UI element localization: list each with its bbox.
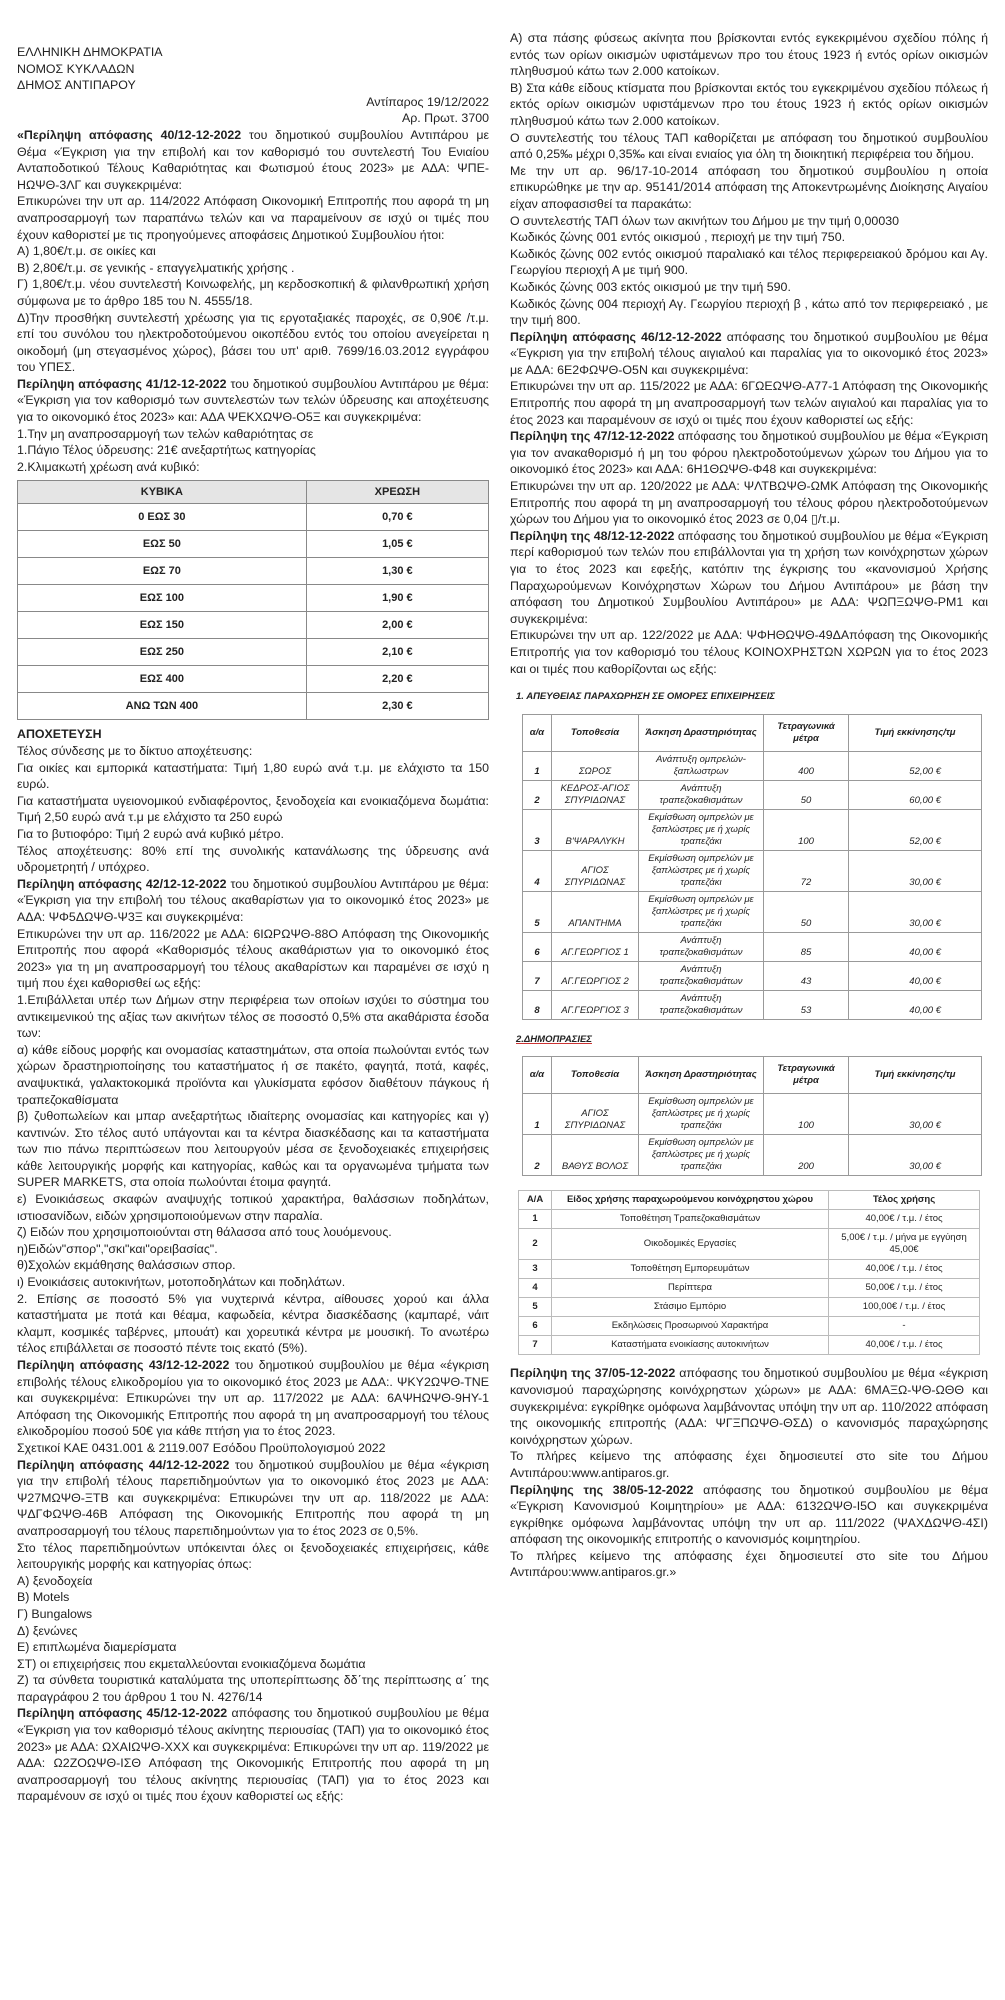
document-date: Αντίπαρος 19/12/2022 <box>366 94 489 109</box>
list-item: Επικυρώνει την υπ αρ. 116/2022 με ΑΔΑ: 6ΙΩΡΩΨΘ-88Ο Απόφαση της Οικονομικής Επιτροπής που αφορά «Καθορισμός τέλους ακαθάριστων για το οικονομικό έτος 2023» για τη μη αναπροσαρμογή του τέλους ακαθαρίστων και παραμένει σε ισχύ η τιμή που έχει καθορισθεί ως εξής: <box>17 926 489 991</box>
list-item: α) κάθε είδους μορφής και ονομασίας καταστημάτων, στα οποία πωλούνται εντός των χώρων δραστηριοποίησης του καταστήματος ή σε πακέτο, φαγητά, ποτά, καφές, αναψυκτικά, γαλακτοκομικά προϊόντα και γλυκίσματα εφόσον διαθέτουν πάγκους ή τραπεζοκαθίσματα <box>17 1042 489 1107</box>
decision-title: Περίληψη απόφασης 43/12-12-2022 <box>17 1358 230 1372</box>
decision-title: Περίληψη της 47/12-12-2022 <box>510 429 675 444</box>
section-heading: ΑΠΟΧΕΤΕΥΣΗ <box>17 727 102 742</box>
list-item: Δ)Την προσθήκη συντελεστή χρέωσης για τις εργοταξιακές παροχές, σε 0,90€ /τ.μ. επί του συνόλου του ηλεκτροδοτούμενου οικοπέδου εντός του οποίου ανεγείρεται η οικοδομή (μη στεγασμένος χώρος), βάσει του υπ' αριθ. 7699/16.03.2012 εγγράφου του ΥΠΕΣ. <box>17 310 489 375</box>
table-row: ΕΩΣ 400 2,20 € <box>18 666 489 693</box>
list-item: 1.Επιβάλλεται υπέρ των Δήμων στην περιφέρεια των οποίων ισχύει το σύστημα του αντικειμενικού της αξίας των ακινήτων τέλος σε ποσοστό 0,5% στα ακαθάριστα έσοδα των: <box>17 992 489 1041</box>
list-item: Για το βυτιοφόρο: Τιμή 2 ευρώ ανά κυβικό μέτρο. <box>17 827 284 841</box>
list-item: Β) Motels <box>17 1590 70 1605</box>
list-item: Κωδικός ζώνης 003 εκτός οικισμού με την τιμή 590. <box>510 279 791 294</box>
list-item: Α) 1,80€/τ.μ. σε οικίες και <box>17 244 156 259</box>
decision-title: Περίληψη της 48/12-12-2022 <box>510 528 675 543</box>
decision-title: Περίληψη απόφασης 41/12-12-2022 <box>17 376 227 391</box>
direct-concession-table: α/α Τοποθεσία Άσκηση Δραστηριότητας Τετραγωνικά μέτρα Τιμή εκκίνησης/τμ 1 ΣΩΡΟΣ Ανάπτυξη ομπρελών-ξαπλωστρων 400 52,00 € 2 ΚΕΔΡΟΣ-ΑΓΙΟΣ ΣΠΥΡΙΔΩΝΑΣ Ανάπτυξη τραπεζοκαθισμάτων 50 60,00 € 3 Β'ΨΑΡΑΛΥΚΗ Εκμίσθωση ομπρελών με ξαπλώστρες με ή χωρίς τραπεζάκι 100 52,00 € 4 ΑΓΙΟΣ ΣΠΥΡΙΔΩΝΑΣ Εκμίσθωση ομπρελών με ξαπλώστρες με ή χωρίς τραπεζάκι 72 30,00 € 5 ΑΠΑΝΤΗΜΑ Εκμίσθωση ομπρελών με ξαπλώστρες με ή χωρίς τραπεζάκι 50 30,00 € 6 ΑΓ.ΓΕΩΡΓΙΟΣ 1 Ανάπτυξη τραπεζοκαθισμάτων 85 40,00 € 7 ΑΓ.ΓΕΩΡΓΙΟΣ 2 Ανάπτυξη τραπεζοκαθισμάτων 43 40,00 € 8 ΑΓ.ΓΕΩΡΓΙΟΣ 3 Ανάπτυξη τραπεζοκαθισμάτων 53 40,00 € <box>522 714 982 1020</box>
list-item: Για καταστήματα υγειονομικού ενδιαφέροντος, ξενοδοχεία και ενοικιαζόμενα δωμάτια: Τιμή 2,50 ευρώ ανά τ.μ με ελάχιστο τα 250 ευρώ <box>17 793 489 825</box>
paragraph: Το πλήρες κείμενο της απόφασης έχει δημοσιευτεί στο site του Δήμου Αντιπάρου:www.antiparos.gr. <box>510 1449 988 1480</box>
header-line: ΕΛΛΗΝΙΚΗ ΔΗΜΟΚΡΑΤΙΑ <box>17 45 163 59</box>
decision-45: Περίληψη απόφασης 45/12-12-2022 απόφασης του δημοτικού συμβουλίου με θέμα «Έγκριση για τον καθορισμό τέλους ακίνητης περιουσίας (ΤΑΠ) για το οικονομικό έτος 2023» με ΑΔΑ: ΩΧΑΙΩΨΘ-ΧΧΧ και συγκεκριμένα: Επικυρώνει την υπ αρ. 119/2022 με ΑΔΑ: Ω2ΖΟΩΨΘ-ΙΣΘ Απόφαση της Οικονομικής Επιτροπής που αφορά τη μη αναπροσαρμογή του τέλους ακίνητης περιουσίας (ΤΑΠ) για το έτος 2023 και παραμένουν σε ισχύ οι τιμές που έχουν καθοριστεί ως εξής: <box>17 1706 489 1804</box>
list-item: Τέλος αποχέτευσης: 80% επί της συνολικής κατανάλωσης της ύδρευσης ανά υδρομετρητή / υπόχρεο. <box>17 843 489 875</box>
table-row: 6 ΑΓ.ΓΕΩΡΓΙΟΣ 1 Ανάπτυξη τραπεζοκαθισμάτων 85 40,00 € <box>523 932 982 961</box>
list-item: ΣΤ) οι επιχειρήσεις που εκμεταλλεύονται ενοικιαζόμενα δωμάτια <box>17 1656 366 1671</box>
table-row: 1 ΣΩΡΟΣ Ανάπτυξη ομπρελών-ξαπλωστρων 400 52,00 € <box>523 751 982 780</box>
paragraph: Σχετικοί ΚΑΕ 0431.001 & 2119.007 Εσόδου Προϋπολογισμού 2022 <box>17 1440 386 1455</box>
list-item: 1.Την μη αναπροσαρμογή των τελών καθαριότητας σε <box>17 426 314 441</box>
list-item: Γ) 1,80€/τ.μ. νέου συντελεστή Κοινωφελής, μη κερδοσκοπική & φιλανθρωπική χρήση σύμφωνα με το άρθρο 185 του Ν. 4555/18. <box>17 277 489 308</box>
list-item: Ζ) τα σύνθετα τουριστικά καταλύματα της υποπερίπτωσης δδ΄της περίπτωσης α΄ της παραγράφου 2 του άρθρου 1 του Ν. 4276/14 <box>17 1673 489 1704</box>
list-item: Κωδικός ζώνης 002 εντός οικισμού παραλιακό και τέλος περιφερειακού δρόμου και Αγ. Γεωργίου περιοχή Α με τιμή 900. <box>510 246 988 278</box>
list-item: 1.Πάγιο Τέλος ύδρευσης: 21€ ανεξαρτήτως κατηγορίας <box>17 443 316 458</box>
paragraph: Επικυρώνει την υπ αρ. 114/2022 Απόφαση Οικονομική Επιτροπής που αφορά τη μη αναπροσαρμογή των παραπάνω τελών και να παραμείνουν σε ισχύ οι τιμές που έχουν καθοριστεί με τις προηγούμενες αποφάσεις Δημοτικού Συμβουλίου ήτοι: <box>17 194 489 242</box>
table-row: 8 ΑΓ.ΓΕΩΡΓΙΟΣ 3 Ανάπτυξη τραπεζοκαθισμάτων 53 40,00 € <box>523 990 982 1019</box>
table-row: ΕΩΣ 150 2,00 € <box>18 612 489 639</box>
list-item: Για οικίες και εμπορικά καταστήματα: Τιμή 1,80 ευρώ ανά τ.μ. με ελάχιστο τα 150 ευρώ. <box>17 760 489 792</box>
table-row: 3 Τοποθέτηση Εμπορευμάτων 40,00€ / τ.μ. / έτος <box>519 1260 980 1279</box>
auction-table: α/α Τοποθεσία Άσκηση Δραστηριότητας Τετραγωνικά μέτρα Τιμή εκκίνησης/τμ 1 ΑΓΙΟΣ ΣΠΥΡΙΔΩΝΑΣ Εκμίσθωση ομπρελών με ξαπλώστρες με ή χωρίς τραπεζάκι 100 30,00 € 2 ΒΑΘΥΣ ΒΟΛΟΣ Εκμίσθωση ομπρελών με ξαπλώστρες με ή χωρίς τραπεζάκι 200 30,00 € <box>522 1056 982 1176</box>
decision-38: Περίληψης της 38/05-12-2022 απόφασης του δημοτικού συμβουλίου με θέμα «Έγκριση Κανονισμού Κοιμητηρίου» με ΑΔΑ: 6132ΩΨΘ-Ι5Ο και συγκεκριμένα εγκρίθηκε ομόφωνα λαμβάνοντας υπόψη την υπ αρ. 111/2022 (ΨΑΧΔΩΨΘ-4ΣΙ) απόφαση της οικονομικής επιτροπής ο κανονισμός κοιμητηρίου. <box>510 1482 988 1547</box>
table-row: 4 ΑΓΙΟΣ ΣΠΥΡΙΔΩΝΑΣ Εκμίσθωση ομπρελών με ξαπλώστρες με ή χωρίς τραπεζάκι 72 30,00 € <box>523 850 982 891</box>
list-item: θ)Σχολών εκμάθησης θαλάσσιων σπορ. <box>17 1258 236 1273</box>
decision-48: Περίληψη της 48/12-12-2022 απόφασης του δημοτικού συμβουλίου με θέμα «Έγκριση περί καθορισμού των τελών που επιβάλλονται για τη χρήση των κοινόχρηστων χώρων για το έτος 2023 και εφεξής, κατόπιν της έγκρισης του «κανονισμού Χρήσης Παραχωρούμενων Κοινόχρηστων Χώρων του Δήμου Αντιπάρου» με βάση την απόφαση του Δημοτικού Συμβουλίου Αντιπάρου» με ΑΔΑ: ΨΩΠΞΩΨΘ-ΡΜ1 και συγκεκριμένα: <box>510 528 988 626</box>
paragraph: Επικυρώνει την υπ αρ. 115/2022 με ΑΔΑ: 6ΓΩΕΩΨΘ-Α77-1 Απόφαση της Οικονομικής Επιτροπής που αφορά τη μη αναπροσαρμογή των τελών αιγιαλού και παραλίας για το έτος 2023 και παραμένουν σε ισχύ οι τιμές που έχουν καθοριστεί ως εξής: <box>510 379 988 427</box>
paragraph: Το πλήρες κείμενο της απόφασης έχει δημοσιευτεί στο site του Δήμου Αντιπάρου:www.antiparos.gr.» <box>510 1548 988 1580</box>
decision-title: Περίληψη της 37/05-12-2022 <box>510 1366 676 1381</box>
decision-42: Περίληψη απόφασης 42/12-12-2022 του δημοτικού συμβουλίου Αντιπάρου με θέμα: «Έγκριση για την επιβολή του τέλους ακαθαρίστων για το οικονομικό έτος 2023» με ΑΔΑ: ΨΦ5ΔΩΨΘ-Ψ3Ξ και συγκεκριμένα: <box>17 876 489 924</box>
paragraph: Επικυρώνει την υπ αρ. 120/2022 με ΑΔΑ: ΨΛΤΒΩΨΘ-ΩΜΚ Απόφαση της Οικονομικής Επιτροπής που αφορά τη μη αναπροσαρμογή του τέλους φόρου ηλεκτροδοτούμενων χώρων του Δήμου για το οικονομικό έτος 2023 σε 0,04 ▯/τ.μ. <box>510 479 988 527</box>
list-item: Α) στα πάσης φύσεως ακίνητα που βρίσκονται εντός εγκεκριμένου σχεδίου πόλης ή εντός των ορίων οικισμών υφιστάμενων προ του έτους 1923 ή εντός ορίων οικισμών πληθυσμού κάτω των 2.000 κατοίκων. <box>510 31 988 79</box>
document-header <box>17 44 489 127</box>
paragraph: Επικυρώνει την υπ αρ. 122/2022 με ΑΔΑ: ΨΦΗΘΩΨΘ-49ΔΑπόφαση της Οικονομικής Επιτροπής για τον καθορισμό του τέλους ΚΟΙΝΟΧΡΗΣΤΩΝ ΧΩΡΩΝ για το έτος 2023 και οι τιμές που καθορίζονται ως εξής: <box>510 628 988 676</box>
decision-43: Περίληψη απόφασης 43/12-12-2022 του δημοτικού συμβουλίου με θέμα «έγκριση επιβολής τέλους ελικοδρομίου για το οικονομικό έτος 2023 με ΑΔΑ:. ΨΚΥ2ΩΨΘ-ΤΝΕ και συγκεκριμένα: Επικυρώνει την υπ αρ. 117/2022 με ΑΔΑ: 6ΑΨΗΩΨΘ-9ΗΥ-1 Απόφαση της Οικονομικής Επιτροπής που αφορά τη μη αναπροσαρμογή του τέλους ελικοδρομίου ποσού 50€ για κάθε πτήση για το έτος 2023. <box>17 1358 489 1439</box>
list-item: Ε) επιπλωμένα διαμερίσματα <box>17 1640 177 1655</box>
right-column <box>510 30 988 1581</box>
decision-title: Περίληψη απόφασης 42/12-12-2022 <box>17 876 227 891</box>
table-row: 5 Στάσιμο Εμπόριο 100,00€ / τ.μ. / έτος <box>519 1298 980 1317</box>
table-row: 7 Καταστήματα ενοικίασης αυτοκινήτων 40,00€ / τ.μ. / έτος <box>519 1336 980 1355</box>
common-space-fee-table: Α/Α Είδος χρήσης παραχωρούμενου κοινόχρηστου χώρου Τέλος χρήσης 1 Τοποθέτηση Τραπεζοκαθισμάτων 40,00€ / τ.μ. / έτος 2 Οικοδομικές Εργασίες 5,00€ / τ.μ. / μήνα με εγγύηση 45,00€ 3 Τοποθέτηση Εμπορευμάτων 40,00€ / τ.μ. / έτος 4 Περίπτερα 50,00€ / τ.μ. / έτος 5 Στάσιμο Εμπόριο 100,00€ / τ.μ. / έτος 6 Εκδηλώσεις Προσωρινού Χαρακτήρα - 7 Καταστήματα ενοικίασης αυτοκινήτων 40,00€ / τ.μ. / έτος <box>518 1190 980 1355</box>
decision-44: Περίληψη απόφασης 44/12-12-2022 του δημοτικού συμβουλίου με θέμα «έγκριση για την επιβολή τέλους παρεπιδημούντων για το οικονομικό έτος 2023 με ΑΔΑ: Ψ27ΜΩΨΘ-ΞΤΒ και συγκεκριμένα: Επικυρώνει την υπ αρ. 118/2022 με ΑΔΑ: ΨΔΓΦΩΨΘ-46Β Απόφαση της Οικονομικής Επιτροπής που αφορά τη μη αναπροσαρμογή του τέλους παρεπιδημούντων για το έτος 2023 σε 0,5%. <box>17 1457 489 1538</box>
list-item: Στο τέλος παρεπιδημούντων υπόκεινται όλες οι ξενοδοχειακές επιχειρήσεις, κάθε λειτουργικής μορφής και κατηγορίας όπως: <box>17 1540 489 1572</box>
decision-40: «Περίληψη απόφασης 40/12-12-2022 του δημοτικού συμβουλίου Αντιπάρου με Θέμα «Έγκριση για την επιβολή και τον καθορισμό του συντελεστή Του Ενιαίου Ανταποδοτικού Τέλους Καθαριότητας και Φωτισμού έτους 2023» με ΑΔΑ: ΨΠΕ-ΗΩΨΘ-3ΛΓ και συγκεκριμένα: <box>17 127 490 192</box>
list-item: Ο συντελεστής ΤΑΠ όλων των ακινήτων του Δήμου με την τιμή 0,00030 <box>510 213 899 228</box>
table-row: ΕΩΣ 250 2,10 € <box>18 639 489 666</box>
decision-title: Περίληψης της 38/05-12-2022 <box>510 1482 694 1497</box>
water-rate-table <box>17 480 489 720</box>
table-row: 2 Οικοδομικές Εργασίες 5,00€ / τ.μ. / μήνα με εγγύηση 45,00€ <box>519 1229 980 1260</box>
table-row: ΕΩΣ 70 1,30 € <box>18 558 489 585</box>
table-row: 0 ΕΩΣ 30 0,70 € <box>18 504 489 531</box>
list-item: Δ) ξενώνες <box>17 1623 78 1638</box>
list-item: η)Ειδών"σπορ","σκι"και"ορειβασίας". <box>17 1241 218 1256</box>
table-row: 3 Β'ΨΑΡΑΛΥΚΗ Εκμίσθωση ομπρελών με ξαπλώστρες με ή χωρίς τραπεζάκι 100 52,00 € <box>523 809 982 850</box>
table-row: 2 ΚΕΔΡΟΣ-ΑΓΙΟΣ ΣΠΥΡΙΔΩΝΑΣ Ανάπτυξη τραπεζοκαθισμάτων 50 60,00 € <box>523 780 982 809</box>
table-row: 1 Τοποθέτηση Τραπεζοκαθισμάτων 40,00€ / τ.μ. / έτος <box>519 1210 980 1229</box>
decision-37: Περίληψη της 37/05-12-2022 απόφασης του δημοτικού συμβουλίου με θέμα «έγκριση κανονισμού παραχώρησης κοινόχρηστων χώρων» με ΑΔΑ: 6ΜΑΞΩ-ΨΘ-ΩΘΘ και συγκεκριμένα: εγκρίθηκε ομόφωνα λαμβάνοντας υπόψη την υπ αρ. 110/2022 απόφαση της οικονομικής επιτροπής (ΑΔΑ: ΨΓΞΠΩΨΘ-ΘΣΔ) ο κανονισμός παραχώρησης κοινόχρηστων χώρων. <box>510 1366 988 1447</box>
decision-47: Περίληψη της 47/12-12-2022 απόφασης του δημοτικού συμβουλίου με θέμα «Έγκριση για τον ανακαθορισμό ή μη του φόρου ηλεκτροδοτούμενων χώρων του Δήμου για το οικονομικό έτος 2023» και ΑΔΑ: 6Η1ΘΩΨΘ-Φ48 και συγκεκριμένα: <box>510 429 988 477</box>
decision-41: Περίληψη απόφασης 41/12-12-2022 του δημοτικού συμβουλίου Αντιπάρου με θέμα: «Έγκριση για τον καθορισμό των συντελεστών των τελών ύδρευσης και αποχέτευσης για το οικονομικό έτος 2023» και: ΑΔΑ ΨΕΚΧΩΨΘ-Ο5Ξ και συγκεκριμένα: <box>17 376 489 425</box>
list-item: Β) 2,80€/τ.μ. σε γενικής - επαγγελματικής χρήσης . <box>17 260 295 275</box>
list-item: Ο συντελεστής του τέλους ΤΑΠ καθορίζεται με απόφαση του δημοτικού συμβουλίου από 0,25‰ μέχρι 0,35‰ και είναι ενιαίος για όλη τη διοικητική περιφέρεια του δήμου. <box>510 130 988 162</box>
decision-title: «Περίληψη απόφασης 40/12-12-2022 <box>17 127 242 142</box>
list-item: Με την υπ αρ. 96/17-10-2014 απόφαση του δημοτικού συμβουλίου η οποία επικυρώθηκε με την αρ. 95141/2014 απόφαση της Αποκεντρωμένης Διοίκησης Αιγαίου είχαν αποφασισθεί τα παρακάτω: <box>510 163 988 211</box>
table-row: 4 Περίπτερα 50,00€ / τ.μ. / έτος <box>519 1279 980 1298</box>
list-item: Β) Στα κάθε είδους κτίσματα που βρίσκονται εκτός του εγκεκριμένου σχεδίου πόλεως ή εκτός ορίων οικισμών υφιστάμενων προ του έτους 1923 ή εκτός ορίων οικισμών πληθυσμού κάτω των 2.000 κατοίκων. <box>510 80 988 128</box>
table-row: 6 Εκδηλώσεις Προσωρινού Χαρακτήρα - <box>519 1317 980 1336</box>
list-item: Α) ξενοδοχεία <box>17 1573 93 1588</box>
header-line: ΔΗΜΟΣ ΑΝΤΙΠΑΡΟΥ <box>17 78 136 93</box>
list-item: ε) Ενοικιάσεως σκαφών αναψυχής τοπικού χαρακτήρα, θαλάσσιων ποδηλάτων, ιστιοσανίδων, ειδών χρησιμοποιούμενων στην παραλία. <box>17 1192 489 1223</box>
decision-title: Περίληψη απόφασης 44/12-12-2022 <box>17 1457 230 1472</box>
table-row: 2 ΒΑΘΥΣ ΒΟΛΟΣ Εκμίσθωση ομπρελών με ξαπλώστρες με ή χωρίς τραπεζάκι 200 30,00 € <box>523 1135 982 1176</box>
list-item: β) ζυθοπωλείων και μπαρ ανεξαρτήτως ιδιαίτερης ονομασίας και κατηγορίες και γ) καντινών. Στο τέλος αυτό υπάγονται και τα κέντρα διασκέδασης και τα καταστήματα των πιο πάνω περιπτώσεων που λειτουργούν μέσα σε ξενοδοχειακές επιχειρήσεις κάθε λειτουργικής μορφής και κατηγορίας, καθώς και τα οργανωμένα τμήματα των SUPER MARKETS, στα οποία πωλούνται έτοιμα φαγητά. <box>17 1109 489 1190</box>
left-column <box>17 44 489 1805</box>
list-item: Τέλος σύνδεσης με το δίκτυο αποχέτευσης: <box>17 744 253 759</box>
table-row: ΕΩΣ 50 1,05 € <box>18 531 489 558</box>
decision-46: Περίληψη απόφασης 46/12-12-2022 απόφασης του δημοτικού συμβουλίου με θέμα «Έγκριση για την επιβολή τέλους αιγιαλού και παραλίας για το οικονομικό έτος 2023» με ΑΔΑ: 6Ε2ΦΩΨΘ-Ο5Ν και συγκεκριμένα: <box>510 329 988 377</box>
table-row: 7 ΑΓ.ΓΕΩΡΓΙΟΣ 2 Ανάπτυξη τραπεζοκαθισμάτων 43 40,00 € <box>523 961 982 990</box>
table-row: 5 ΑΠΑΝΤΗΜΑ Εκμίσθωση ομπρελών με ξαπλώστρες με ή χωρίς τραπεζάκι 50 30,00 € <box>523 891 982 932</box>
table-header: ΧΡΕΩΣΗ <box>306 481 488 504</box>
list-item: 2. Επίσης σε ποσοστό 5% για νυχτερινά κέντρα, αίθουσες χορού και άλλα καταστήματα με ποτά και θέαμα, καφωδεία, κέντρα διασκέδασης (καμπαρέ, νάιτ κλαμπ, κοσμικές ταβέρνες, μπουάτ) και χορευτικά κέντρα με μουσική. Το ανωτέρω τέλος επιβάλλεται σε ποσοστό πέντε τοις εκατό (5%). <box>17 1291 489 1356</box>
list-item: Κωδικός ζώνης 001 εντός οικισμού , περιοχή με την τιμή 750. <box>510 230 846 245</box>
decision-title: Περίληψη απόφασης 46/12-12-2022 <box>510 329 722 344</box>
list-item: 2.Κλιμακωτή χρέωση ανά κυβικό: <box>17 459 200 474</box>
protocol-number: Αρ. Πρωτ. 3700 <box>401 111 489 126</box>
header-line: ΝΟΜΟΣ ΚΥΚΛΑΔΩΝ <box>17 61 135 76</box>
table-caption: 2.ΔΗΜΟΠΡΑΣΙΕΣ <box>516 1033 592 1045</box>
table-row: ΕΩΣ 100 1,90 € <box>18 585 489 612</box>
table-row: ΑΝΩ ΤΩΝ 400 2,30 € <box>18 693 489 720</box>
list-item: ζ) Ειδών που χρησιμοποιούνται στη θάλασσα από τους λουόμενους. <box>17 1225 392 1240</box>
table-caption: 1. ΑΠΕΥΘΕΙΑΣ ΠΑΡΑΧΩΡΗΣΗ ΣΕ ΟΜΟΡΕΣ ΕΠΙΧΕΙΡΗΣΕΙΣ <box>516 691 775 703</box>
decision-title: Περίληψη απόφασης 45/12-12-2022 <box>17 1706 228 1721</box>
list-item: Κωδικός ζώνης 004 περιοχή Αγ. Γεωργίου περιοχή β , κάτω από τον περιφερειακό , με την τιμή 800. <box>510 296 988 328</box>
table-header: ΚΥΒΙΚΑ <box>18 481 307 504</box>
list-item: Γ) Bungalows <box>17 1606 93 1621</box>
list-item: ι) Ενοικιάσεις αυτοκινήτων, μοτοποδηλάτων και ποδηλάτων. <box>17 1275 346 1290</box>
table-row: 1 ΑΓΙΟΣ ΣΠΥΡΙΔΩΝΑΣ Εκμίσθωση ομπρελών με ξαπλώστρες με ή χωρίς τραπεζάκι 100 30,00 € <box>523 1094 982 1135</box>
